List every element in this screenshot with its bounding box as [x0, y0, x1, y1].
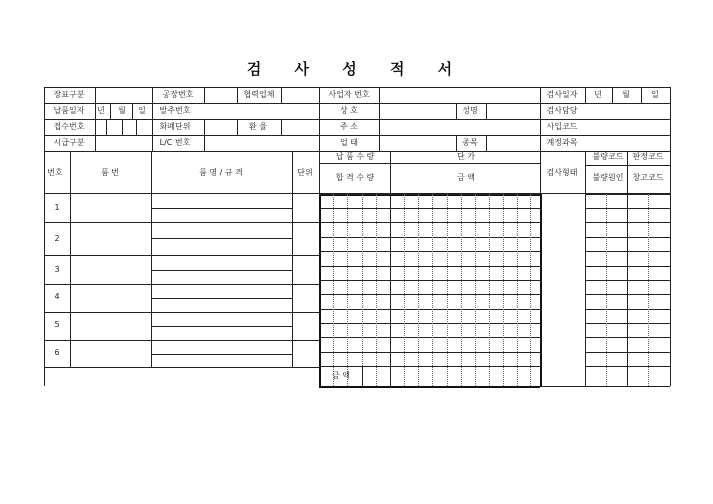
- grid-line: [379, 87, 380, 151]
- grid-line: [204, 87, 205, 103]
- grid-line: [151, 208, 292, 209]
- grid-dotted-line: [517, 194, 518, 386]
- grid-line: [237, 119, 238, 135]
- grid-line: [110, 103, 111, 119]
- label-doc-type: 장표구분: [53, 90, 85, 99]
- grid-line: [319, 163, 540, 164]
- grid-line: [540, 194, 542, 386]
- grid-line: [152, 87, 153, 151]
- label-company: 상 호: [340, 106, 358, 115]
- grid-dotted-line: [404, 194, 405, 386]
- grid-line: [281, 119, 282, 135]
- label-year: 년: [97, 106, 105, 115]
- row-number-5: 5: [54, 320, 60, 329]
- grid-line: [319, 337, 540, 338]
- row-number-2: 2: [54, 234, 60, 243]
- grid-line: [136, 119, 137, 135]
- grid-line: [585, 165, 670, 166]
- grid-line: [132, 103, 133, 119]
- grid-line: [44, 135, 670, 136]
- grid-line: [70, 151, 71, 367]
- grid-line: [319, 294, 540, 295]
- grid-line: [237, 87, 238, 103]
- total-amount-label: 금 액: [332, 371, 350, 380]
- grid-line: [585, 151, 586, 386]
- grid-line: [585, 386, 670, 387]
- label-month: 월: [118, 106, 126, 115]
- col-inspect-type-header: 검사형태: [546, 168, 578, 177]
- label-currency: 화폐단위: [159, 122, 191, 131]
- grid-line: [486, 103, 487, 119]
- grid-dotted-line: [475, 194, 476, 386]
- grid-line: [281, 87, 282, 103]
- grid-line: [585, 208, 670, 209]
- grid-line: [319, 208, 540, 209]
- grid-line: [44, 367, 319, 368]
- grid-line: [106, 119, 107, 135]
- grid-dotted-line: [489, 194, 490, 386]
- grid-line: [151, 270, 292, 271]
- label-address: 주 소: [340, 122, 358, 131]
- grid-line: [319, 222, 540, 223]
- grid-line: [151, 354, 292, 355]
- row-number-6: 6: [54, 348, 60, 357]
- grid-line: [151, 298, 292, 299]
- grid-line: [319, 352, 540, 353]
- label-exchange-rate: 환 율: [249, 122, 267, 131]
- grid-line: [44, 255, 319, 256]
- grid-line: [44, 312, 319, 313]
- grid-line: [585, 337, 670, 338]
- row-number-1: 1: [54, 203, 60, 212]
- grid-line: [585, 266, 670, 267]
- label-account: 계정과목: [546, 138, 578, 147]
- grid-line: [319, 366, 540, 367]
- grid-line: [585, 222, 670, 223]
- label-purchase-code: 사입코드: [546, 122, 578, 131]
- grid-line: [486, 135, 487, 151]
- grid-dotted-line: [447, 194, 448, 386]
- grid-line: [585, 294, 670, 295]
- label-day: 일: [651, 90, 659, 99]
- grid-line: [585, 280, 670, 281]
- grid-dotted-line: [461, 194, 462, 386]
- grid-dotted-line: [606, 194, 607, 386]
- grid-line: [612, 87, 613, 103]
- row-number-4: 4: [54, 292, 60, 301]
- label-business-type: 업 태: [340, 138, 358, 147]
- grid-line: [204, 119, 205, 151]
- row-number-3: 3: [54, 265, 60, 274]
- col-delivered-qty-header: 납 품 수 량: [335, 152, 375, 161]
- grid-line: [319, 237, 540, 238]
- label-receipt-no: 접수번호: [53, 122, 85, 131]
- col-unit-price-header: 단 가: [457, 152, 475, 161]
- grid-line: [95, 87, 96, 151]
- grid-line: [585, 237, 670, 238]
- grid-dotted-line: [648, 194, 649, 386]
- grid-line: [585, 366, 670, 367]
- label-partner: 협력업체: [243, 90, 275, 99]
- label-payment-type: 시급구분: [53, 138, 85, 147]
- label-order-no: 발주번호: [159, 106, 191, 115]
- grid-line: [390, 151, 391, 386]
- grid-line: [585, 323, 670, 324]
- label-delivery-date: 납품일자: [53, 106, 85, 115]
- grid-line: [362, 366, 363, 386]
- grid-line: [585, 309, 670, 310]
- grid-line: [44, 340, 319, 341]
- grid-line: [585, 251, 670, 252]
- grid-line: [151, 326, 292, 327]
- label-lc-no: L/C 번호: [159, 138, 191, 147]
- grid-line: [151, 238, 292, 239]
- grid-line: [540, 386, 585, 387]
- label-year: 년: [594, 90, 602, 99]
- grid-line: [585, 87, 586, 103]
- label-business-item: 종목: [462, 138, 478, 147]
- grid-line: [44, 103, 670, 104]
- col-defect-code-header: 불량코드: [592, 152, 624, 161]
- label-day: 일: [138, 106, 146, 115]
- grid-line: [319, 309, 540, 310]
- grid-line: [319, 194, 540, 195]
- col-no-header: 번호: [47, 168, 63, 177]
- grid-line: [627, 151, 628, 386]
- grid-line: [456, 135, 457, 151]
- label-rep-name: 성명: [462, 106, 478, 115]
- grid-dotted-line: [347, 194, 348, 386]
- grid-line: [641, 87, 642, 103]
- grid-line: [292, 151, 293, 367]
- col-amount-header: 금 액: [457, 173, 475, 182]
- col-defect-cause-header: 불량원인: [592, 173, 624, 182]
- grid-line: [456, 103, 457, 119]
- col-passed-qty-header: 합 격 수 량: [335, 173, 375, 182]
- col-part-no-header: 품 번: [101, 168, 119, 177]
- page-title: 검 사 성 적 서: [246, 60, 467, 78]
- grid-dotted-line: [333, 194, 334, 386]
- grid-line: [44, 222, 319, 223]
- col-storage-code-header: 창고코드: [632, 173, 664, 182]
- grid-line: [670, 87, 671, 386]
- grid-line: [151, 151, 152, 367]
- label-business-no: 사업자 번호: [328, 90, 370, 99]
- grid-line: [319, 280, 540, 281]
- grid-line: [585, 352, 670, 353]
- grid-line: [319, 251, 540, 252]
- grid-line: [585, 194, 670, 195]
- label-inspector: 검사담당: [546, 106, 578, 115]
- grid-line: [44, 284, 319, 285]
- grid-line: [44, 193, 319, 194]
- grid-dotted-line: [376, 194, 377, 386]
- grid-line: [319, 386, 540, 388]
- grid-line: [122, 119, 123, 135]
- grid-dotted-line: [432, 194, 433, 386]
- label-inspection-date: 검사일자: [546, 90, 578, 99]
- grid-line: [44, 87, 45, 386]
- grid-dotted-line: [530, 194, 531, 386]
- col-name-spec-header: 품 명 / 규 격: [199, 168, 243, 177]
- grid-line: [319, 266, 540, 267]
- grid-line: [44, 87, 670, 88]
- col-unit-header: 단위: [297, 168, 313, 177]
- grid-line: [44, 119, 670, 120]
- grid-dotted-line: [503, 194, 504, 386]
- col-judge-code-header: 판정코드: [632, 152, 664, 161]
- grid-dotted-line: [362, 194, 363, 386]
- label-month: 월: [622, 90, 630, 99]
- grid-dotted-line: [418, 194, 419, 386]
- grid-line: [319, 323, 540, 324]
- label-factory-no: 공장번호: [162, 90, 194, 99]
